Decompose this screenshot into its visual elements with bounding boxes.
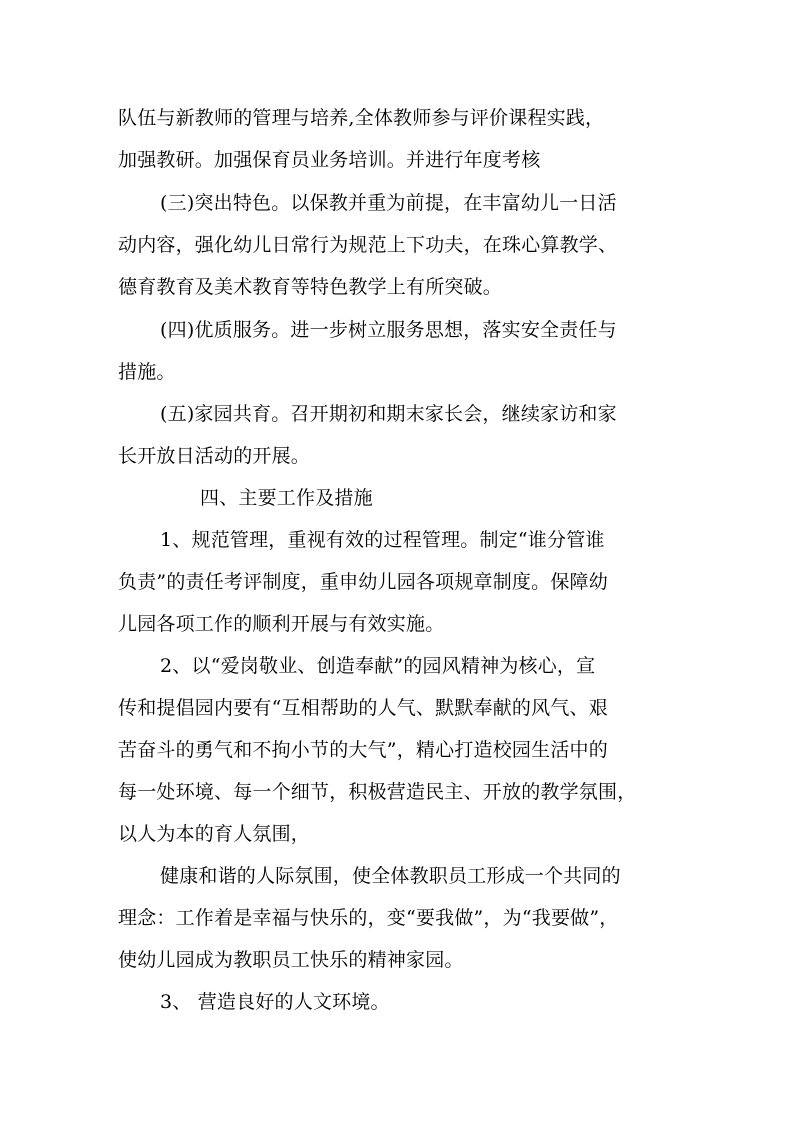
text-line: 3、 营造良好的人文环境。 [160, 991, 390, 1013]
text-line: 措施。 [118, 361, 176, 383]
text-line: 健康和谐的人际氛围，使全体教职员工形成一个共同的 [160, 865, 621, 887]
text-line: 动内容，强化幼儿日常行为规范上下功夫，在珠心算教学、 [118, 234, 618, 256]
text-line: 队伍与新教师的管理与培养,全体教师参与评价课程实践， [118, 107, 605, 129]
text-line: 理念：工作着是幸福与快乐的，变“要我做”，为“我要做”， [118, 907, 619, 929]
text-line: 苦奋斗的勇气和不拘小节的大气”，精心打造校园生活中的 [118, 739, 608, 761]
text-line: 加强教研。加强保育员业务培训。并进行年度考核 [118, 149, 541, 171]
text-line: 长开放日活动的开展。 [118, 445, 311, 467]
text-line: 使幼儿园成为教职员工快乐的精神家园。 [118, 949, 464, 971]
text-line: 以人为本的育人氛围， [118, 823, 311, 845]
section-heading: 四、主要工作及措施 [200, 487, 373, 509]
text-line: 传和提倡园内要有“互相帮助的人气、默默奉献的风气、艰 [118, 697, 608, 719]
text-line: 每一处环境、每一个细节，积极营造民主、开放的教学氛围， [118, 781, 637, 803]
text-line: (四)优质服务。进一步树立服务思想，落实安全责任与 [160, 319, 617, 341]
text-line: 1、规范管理，重视有效的过程管理。制定“谁分管谁 [160, 529, 605, 551]
text-line: 德育教育及美术教育等特色教学上有所突破。 [118, 276, 503, 298]
text-line: 2、以“爱岗敬业、创造奉献”的园风精神为核心，宣 [160, 655, 596, 677]
text-line: (三)突出特色。以保教并重为前提，在丰富幼儿一日活 [160, 192, 617, 214]
text-line: 负责”的责任考评制度，重申幼儿园各项规章制度。保障幼 [118, 571, 608, 593]
text-line: 儿园各项工作的顺利开展与有效实施。 [118, 613, 445, 635]
text-line: (五)家园共育。召开期初和期末家长会，继续家访和家 [160, 403, 617, 425]
